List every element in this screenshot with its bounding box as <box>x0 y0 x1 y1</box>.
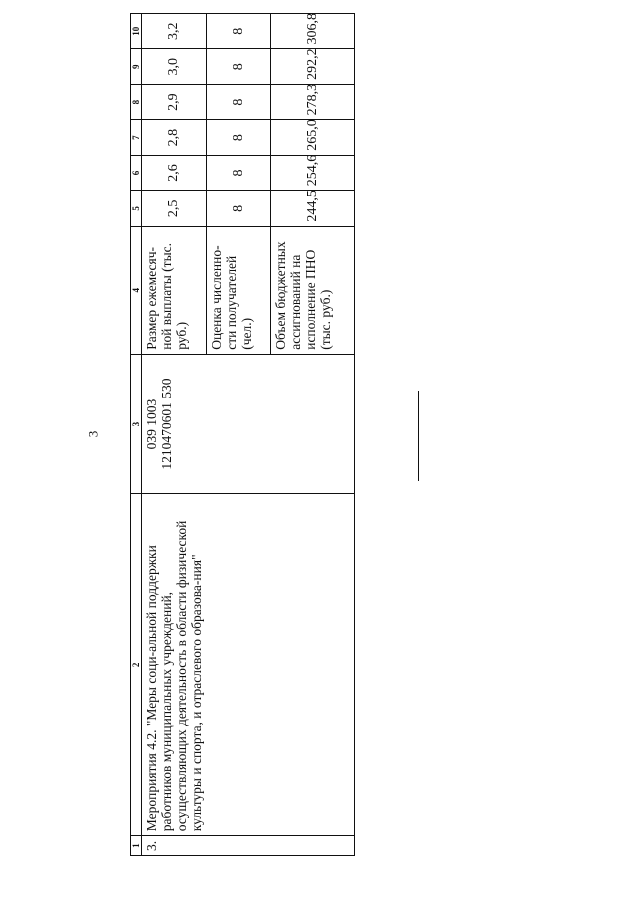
header-cell: 1 <box>131 836 142 856</box>
budget-code <box>142 354 355 494</box>
budget-code-line2: 1210470601 530 <box>159 378 174 470</box>
event-description: Мероприятия 4.2. "Меры соци-альной поддержки работников муниципальных учреждений, осуществляющих деятельность в области физической культуры и спорта, и отраслевого образова-ния" <box>142 494 355 836</box>
table-row <box>142 14 207 856</box>
header-cell: 8 <box>131 84 142 119</box>
value-cell: 3,2 <box>142 14 207 50</box>
header-cell: 7 <box>131 120 142 155</box>
indicator-label: Оценка численно-сти получателей (чел.) <box>206 226 271 354</box>
page-number: 3 <box>85 430 101 438</box>
value-cell: 254,6 <box>271 155 355 190</box>
value-cell: 2,6 <box>142 155 207 190</box>
value-cell: 265,0 <box>271 120 355 155</box>
value-cell: 292,2 <box>271 49 355 84</box>
header-cell: 9 <box>131 49 142 84</box>
header-cell: 2 <box>131 494 142 836</box>
header-cell: 4 <box>131 226 142 354</box>
value-cell: 3,0 <box>142 49 207 84</box>
value-cell: 2,8 <box>142 120 207 155</box>
value-cell: 2,9 <box>142 84 207 119</box>
indicator-label: Объем бюджетных ассигнований на исполнение ПНО (тыс. руб.) <box>271 226 355 354</box>
value-cell: 2,5 <box>142 191 207 226</box>
budget-code-line1: 039 1003 <box>144 398 159 450</box>
value-cell: 8 <box>206 155 271 190</box>
header-cell: 3 <box>131 354 142 494</box>
value-cell: 8 <box>206 84 271 119</box>
header-row <box>131 14 142 856</box>
indicator-label: Размер ежемесяч-ной выплаты (тыс. руб.) <box>142 226 207 354</box>
rotated-table-wrapper <box>130 13 355 856</box>
value-cell: 306,8 <box>271 14 355 50</box>
header-cell: 5 <box>131 191 142 226</box>
value-cell: 244,5 <box>271 191 355 226</box>
header-cell: 10 <box>131 14 142 50</box>
value-cell: 278,3 <box>271 84 355 119</box>
value-cell: 8 <box>206 14 271 50</box>
value-cell: 8 <box>206 120 271 155</box>
value-cell: 8 <box>206 49 271 84</box>
row-number: 3. <box>142 836 355 856</box>
divider-line <box>418 391 419 481</box>
header-cell: 6 <box>131 155 142 190</box>
budget-table <box>130 13 355 856</box>
value-cell: 8 <box>206 191 271 226</box>
